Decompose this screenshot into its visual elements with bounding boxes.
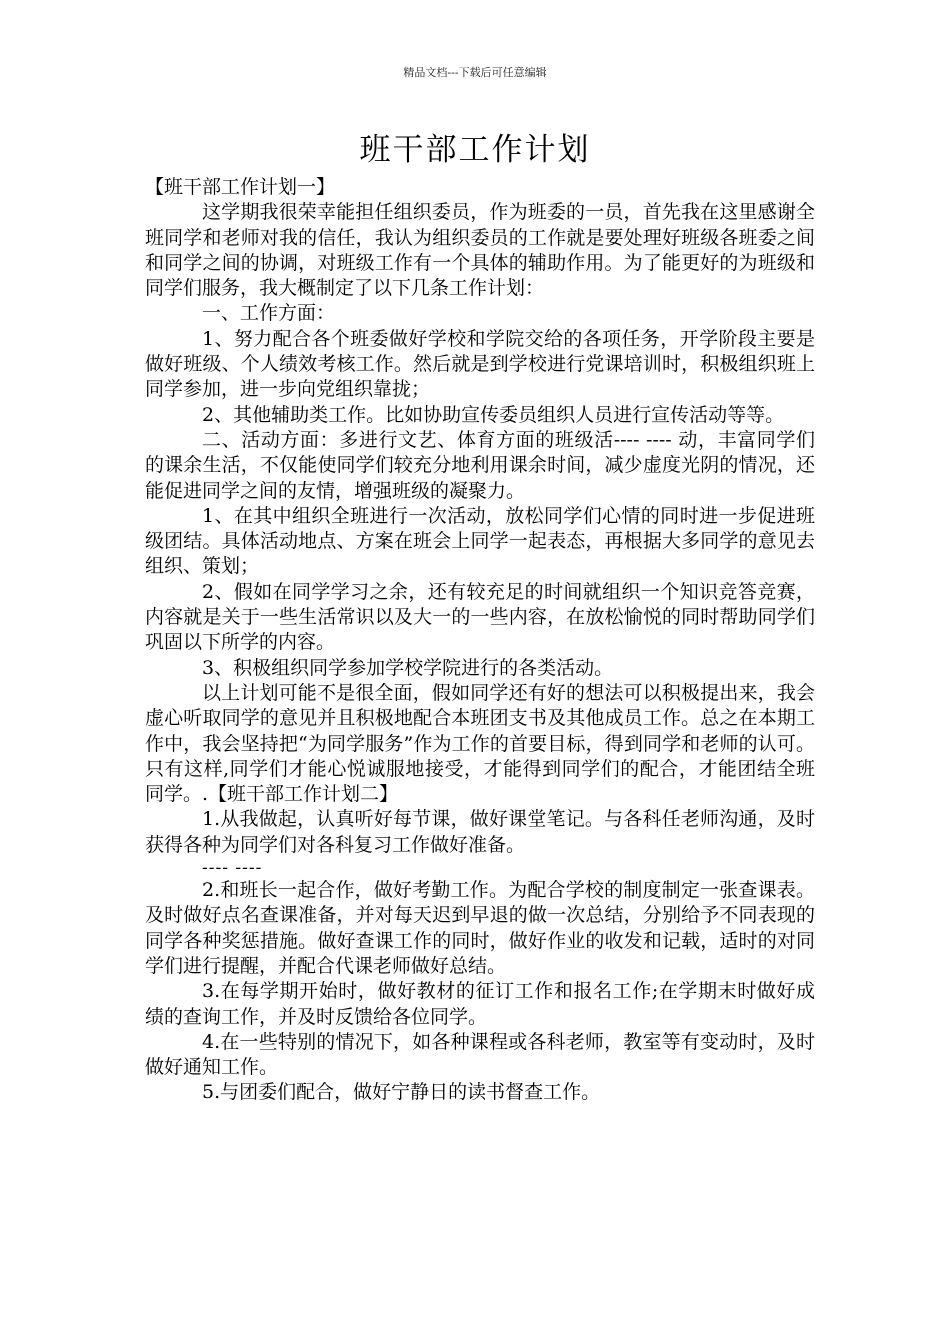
paragraph: 一、工作方面： xyxy=(202,302,336,325)
paragraph: 以上计划可能不是很全面，假如同学还有好的想法可以积极提出来，我会虚心听取同学的意见并且积极地配合本班团支书及其他成员工作。总之在本期工作中，我会坚持把“为同学服务”作为工作的首要目标，得到同学和老师的认可。只有这样,同学们才能心悦诚服地接受，才能得到同学们的配合，才能团结全班同学。.【班干部工作计划二】 xyxy=(145,681,815,806)
document-body xyxy=(145,175,815,1106)
separator-dashes: ---- ---- xyxy=(202,858,263,879)
paragraph: 2、假如在同学学习之余，还有较充足的时间就组织一个知识竞答竞赛，内容就是关于一些生活常识以及大一的一些内容，在放松愉悦的同时帮助同学们巩固以下所学的内容。 xyxy=(145,580,815,654)
paragraph: 5.与团委们配合，做好宁静日的读书督查工作。 xyxy=(202,1081,601,1104)
paragraph: 1、努力配合各个班委做好学校和学院交给的各项任务，开学阶段主要是做好班级、个人绩效考核工作。然后就是到学校进行党课培训时，积极组织班上同学参加，进一步向党组织靠拢； xyxy=(145,327,815,401)
paragraph: 2.和班长一起合作，做好考勤工作。为配合学校的制度制定一张查课表。及时做好点名查课准备，并对每天迟到早退的做一次总结，分别给予不同表现的同学各种奖惩措施。做好查课工作的同时，做好作业的收发和记载，适时的对同学们进行提醒，并配合代课老师做好总结。 xyxy=(145,879,815,977)
page-header: 精品文档---下载后可任意编辑 xyxy=(403,66,547,79)
paragraph: 1.从我做起，认真听好每节课，做好课堂笔记。与各科任老师沟通，及时获得各种为同学们对各科复习工作做好准备。 xyxy=(145,808,815,856)
paragraph: 2、其他辅助类工作。比如协助宣传委员组织人员进行宣传活动等等。 xyxy=(202,403,785,426)
paragraph: 【班干部工作计划一】 xyxy=(145,176,336,198)
paragraph: 4.在一些特别的情况下，如各种课程或各科老师，教室等有变动时，及时做好通知工作。 xyxy=(145,1030,815,1079)
document-title: 班干部工作计划 xyxy=(359,132,591,168)
paragraph: 3.在每学期开始时，做好教材的征订工作和报名工作;在学期末时做好成绩的查询工作，并及时反馈给各位同学。 xyxy=(145,980,815,1028)
paragraph: 3、积极组织同学参加学校学院进行的各类活动。 xyxy=(202,656,614,679)
paragraph: 这学期我很荣幸能担任组织委员，作为班委的一员，首先我在这里感谢全班同学和老师对我的信任，我认为组织委员的工作就是要处理好班级各班委之间和同学之间的协调，对班级工作有一个具体的辅助作用。为了能更好的为班级和同学们服务，我大概制定了以下几条工作计划： xyxy=(145,201,815,300)
paragraph: 二、活动方面：多进行文艺、体育方面的班级活---- ---- 动，丰富同学们的课余生活，不仅能使同学们较充分地利用课余时间，减少虚度光阴的情况，还能促进同学之间的友情，增强班级的凝聚力。 xyxy=(145,428,815,502)
paragraph: 1、在其中组织全班进行一次活动，放松同学们心情的同时进一步促进班级团结。具体活动地点、方案在班会上同学一起表态，再根据大多同学的意见去组织、策划； xyxy=(145,504,815,578)
